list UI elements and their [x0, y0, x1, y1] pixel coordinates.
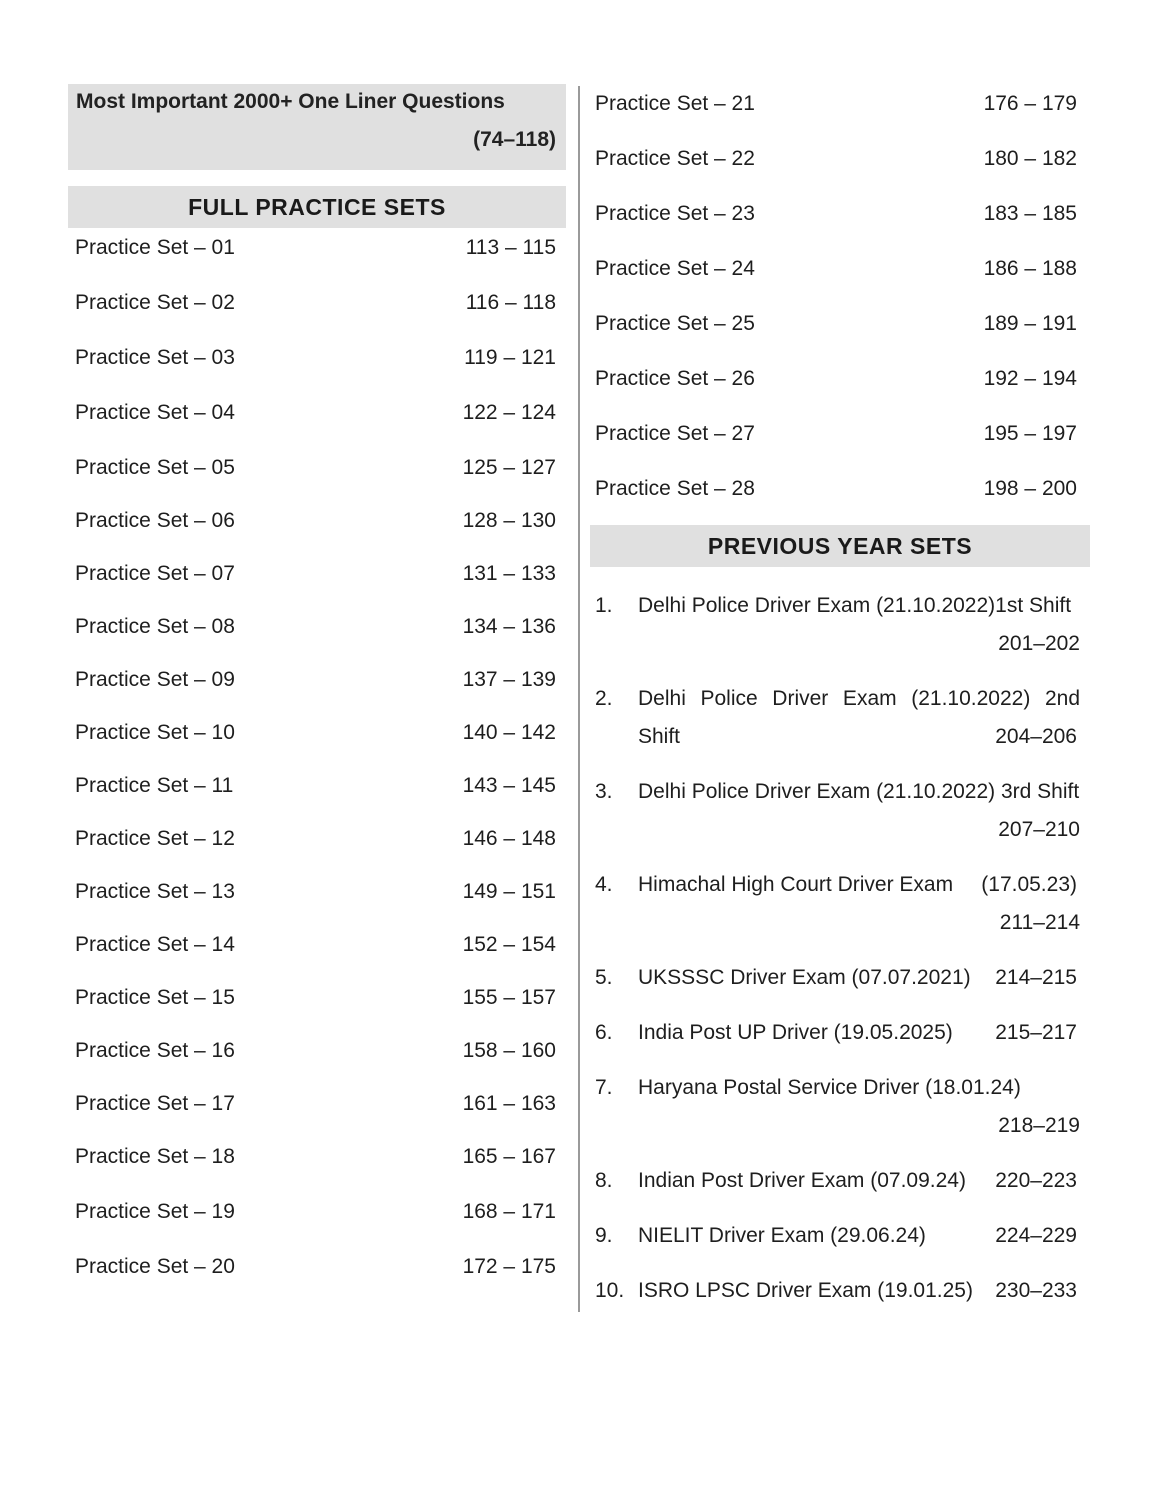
item-number: 10. — [595, 1279, 625, 1302]
item-pages: 220–223 — [995, 1169, 1077, 1192]
one-liner-pages: (74–118) — [473, 128, 556, 151]
practice-set-row[interactable] — [68, 925, 566, 965]
practice-set-pages: 186 – 188 — [983, 257, 1077, 280]
item-pages: 207–210 — [998, 818, 1080, 841]
practice-set-pages: 116 – 118 — [465, 291, 556, 314]
practice-set-label: Practice Set – 19 — [75, 1200, 235, 1223]
one-liner-section — [68, 84, 566, 170]
practice-set-label: Practice Set – 13 — [75, 880, 235, 903]
item-pages: 201–202 — [998, 632, 1080, 655]
practice-set-pages: 149 – 151 — [462, 880, 556, 903]
item-pages: 218–219 — [998, 1114, 1080, 1137]
practice-set-pages: 180 – 182 — [983, 147, 1077, 170]
practice-set-row[interactable] — [590, 304, 1090, 344]
item-number: 1. — [595, 594, 613, 617]
practice-set-row[interactable] — [68, 554, 566, 594]
item-title: Himachal High Court Driver Exam — [638, 873, 954, 896]
practice-set-label: Practice Set – 26 — [595, 367, 755, 390]
full-practice-list — [68, 228, 566, 1308]
item-number: 7. — [595, 1076, 613, 1099]
item-title: Haryana Postal Service Driver (18.01.24) — [638, 1076, 1021, 1099]
item-title: Delhi Police Driver Exam (21.10.2022)1st Shift — [638, 594, 1072, 617]
previous-year-heading: PREVIOUS YEAR SETS — [590, 525, 1090, 567]
practice-set-label: Practice Set – 10 — [75, 721, 235, 744]
practice-set-pages: 128 – 130 — [462, 509, 556, 532]
item-pages: 230–233 — [995, 1279, 1077, 1302]
practice-set-pages: 172 – 175 — [462, 1255, 556, 1278]
full-practice-list-continued — [590, 84, 1090, 514]
previous-year-item[interactable] — [590, 1014, 1090, 1052]
practice-set-pages: 125 – 127 — [462, 456, 556, 479]
practice-set-row[interactable] — [68, 1084, 566, 1124]
practice-set-row[interactable] — [590, 249, 1090, 289]
practice-set-label: Practice Set – 02 — [75, 291, 235, 314]
item-number: 2. — [595, 687, 613, 710]
practice-set-row[interactable] — [68, 501, 566, 541]
practice-set-label: Practice Set – 11 — [75, 774, 234, 797]
practice-set-row[interactable] — [68, 1137, 566, 1177]
previous-year-item[interactable] — [590, 1162, 1090, 1200]
item-title: India Post UP Driver (19.05.2025) — [638, 1021, 953, 1044]
item-number: 3. — [595, 780, 613, 803]
item-title — [638, 680, 1080, 718]
full-practice-heading: FULL PRACTICE SETS — [68, 186, 566, 228]
practice-set-label: Practice Set – 25 — [595, 312, 755, 335]
practice-set-row[interactable] — [68, 228, 566, 268]
practice-set-row[interactable] — [68, 393, 566, 433]
practice-set-pages: 195 – 197 — [983, 422, 1077, 445]
previous-year-item[interactable] — [590, 773, 1090, 849]
item-pages: 224–229 — [995, 1224, 1077, 1247]
item-title: Indian Post Driver Exam (07.09.24) — [638, 1169, 966, 1192]
practice-set-row[interactable] — [68, 766, 566, 806]
item-number: 8. — [595, 1169, 613, 1192]
practice-set-pages: 183 – 185 — [983, 202, 1077, 225]
practice-set-label: Practice Set – 17 — [75, 1092, 235, 1115]
practice-set-row[interactable] — [590, 194, 1090, 234]
item-number: 4. — [595, 873, 613, 896]
practice-set-label: Practice Set – 06 — [75, 509, 235, 532]
practice-set-row[interactable] — [590, 414, 1090, 454]
practice-set-row[interactable] — [590, 469, 1090, 509]
practice-set-pages: 189 – 191 — [983, 312, 1077, 335]
practice-set-label: Practice Set – 20 — [75, 1255, 235, 1278]
practice-set-pages: 192 – 194 — [983, 367, 1077, 390]
item-title: NIELIT Driver Exam (29.06.24) — [638, 1224, 926, 1247]
practice-set-pages: 146 – 148 — [462, 827, 556, 850]
practice-set-pages: 158 – 160 — [462, 1039, 556, 1062]
practice-set-label: Practice Set – 08 — [75, 615, 235, 638]
practice-set-label: Practice Set – 07 — [75, 562, 235, 585]
practice-set-pages: 131 – 133 — [462, 562, 556, 585]
practice-set-pages: 152 – 154 — [462, 933, 556, 956]
item-title-continued: Shift — [638, 725, 681, 748]
practice-set-label: Practice Set – 21 — [595, 92, 755, 115]
practice-set-pages: 119 – 121 — [464, 346, 556, 369]
practice-set-label: Practice Set – 28 — [595, 477, 755, 500]
practice-set-row[interactable] — [68, 1192, 566, 1232]
practice-set-label: Practice Set – 16 — [75, 1039, 235, 1062]
practice-set-label: Practice Set – 03 — [75, 346, 235, 369]
practice-set-row[interactable] — [68, 819, 566, 859]
item-title-words: Delhi Police Driver Exam (21.10.2022) 2nd — [638, 687, 1080, 710]
practice-set-pages: 161 – 163 — [462, 1092, 556, 1115]
previous-year-item[interactable] — [590, 1272, 1090, 1310]
item-title: Delhi Police Driver Exam (21.10.2022) 3rd Shift — [638, 780, 1080, 803]
practice-set-label: Practice Set – 15 — [75, 986, 235, 1009]
column-divider — [578, 86, 580, 1312]
item-pages: 211–214 — [999, 911, 1080, 934]
practice-set-pages: 165 – 167 — [462, 1145, 556, 1168]
practice-set-row[interactable] — [590, 84, 1090, 124]
item-pages: 215–217 — [995, 1021, 1077, 1044]
one-liner-title: Most Important 2000+ One Liner Questions — [76, 90, 505, 113]
practice-set-row[interactable] — [68, 1031, 566, 1071]
practice-set-row[interactable] — [590, 139, 1090, 179]
previous-year-item[interactable] — [590, 1069, 1090, 1145]
practice-set-pages: 155 – 157 — [462, 986, 556, 1009]
previous-year-item[interactable] — [590, 1217, 1090, 1255]
previous-year-item[interactable] — [590, 587, 1090, 663]
practice-set-pages: 113 – 115 — [465, 236, 556, 259]
item-number: 5. — [595, 966, 613, 989]
practice-set-label: Practice Set – 24 — [595, 257, 755, 280]
practice-set-label: Practice Set – 05 — [75, 456, 235, 479]
practice-set-label: Practice Set – 04 — [75, 401, 235, 424]
practice-set-pages: 134 – 136 — [462, 615, 556, 638]
practice-set-row[interactable] — [68, 713, 566, 753]
practice-set-pages: 198 – 200 — [983, 477, 1077, 500]
practice-set-pages: 168 – 171 — [462, 1200, 556, 1223]
item-pages: 204–206 — [995, 725, 1077, 748]
practice-set-row[interactable] — [68, 1247, 566, 1287]
practice-set-pages: 143 – 145 — [462, 774, 556, 797]
practice-set-label: Practice Set – 09 — [75, 668, 235, 691]
practice-set-label: Practice Set – 18 — [75, 1145, 235, 1168]
practice-set-row[interactable] — [590, 359, 1090, 399]
practice-set-label: Practice Set – 22 — [595, 147, 755, 170]
practice-set-label: Practice Set – 23 — [595, 202, 755, 225]
item-date: (17.05.23) — [981, 873, 1077, 896]
practice-set-row[interactable] — [68, 448, 566, 488]
practice-set-label: Practice Set – 01 — [75, 236, 235, 259]
practice-set-row[interactable] — [68, 978, 566, 1018]
practice-set-label: Practice Set – 12 — [75, 827, 235, 850]
previous-year-item[interactable] — [590, 866, 1090, 942]
item-pages: 214–215 — [995, 966, 1077, 989]
previous-year-item[interactable] — [590, 959, 1090, 997]
practice-set-row[interactable] — [68, 660, 566, 700]
practice-set-row[interactable] — [68, 283, 566, 323]
practice-set-row[interactable] — [68, 872, 566, 912]
practice-set-pages: 122 – 124 — [462, 401, 556, 424]
practice-set-row[interactable] — [68, 338, 566, 378]
item-title: UKSSSC Driver Exam (07.07.2021) — [638, 966, 971, 989]
practice-set-label: Practice Set – 14 — [75, 933, 235, 956]
practice-set-label: Practice Set – 27 — [595, 422, 755, 445]
practice-set-pages: 137 – 139 — [462, 668, 556, 691]
item-number: 9. — [595, 1224, 613, 1247]
previous-year-item[interactable] — [590, 680, 1090, 756]
practice-set-row[interactable] — [68, 607, 566, 647]
item-number: 6. — [595, 1021, 613, 1044]
practice-set-pages: 176 – 179 — [983, 92, 1077, 115]
item-title: ISRO LPSC Driver Exam (19.01.25) — [638, 1279, 973, 1302]
practice-set-pages: 140 – 142 — [462, 721, 556, 744]
left-column — [68, 84, 566, 1308]
